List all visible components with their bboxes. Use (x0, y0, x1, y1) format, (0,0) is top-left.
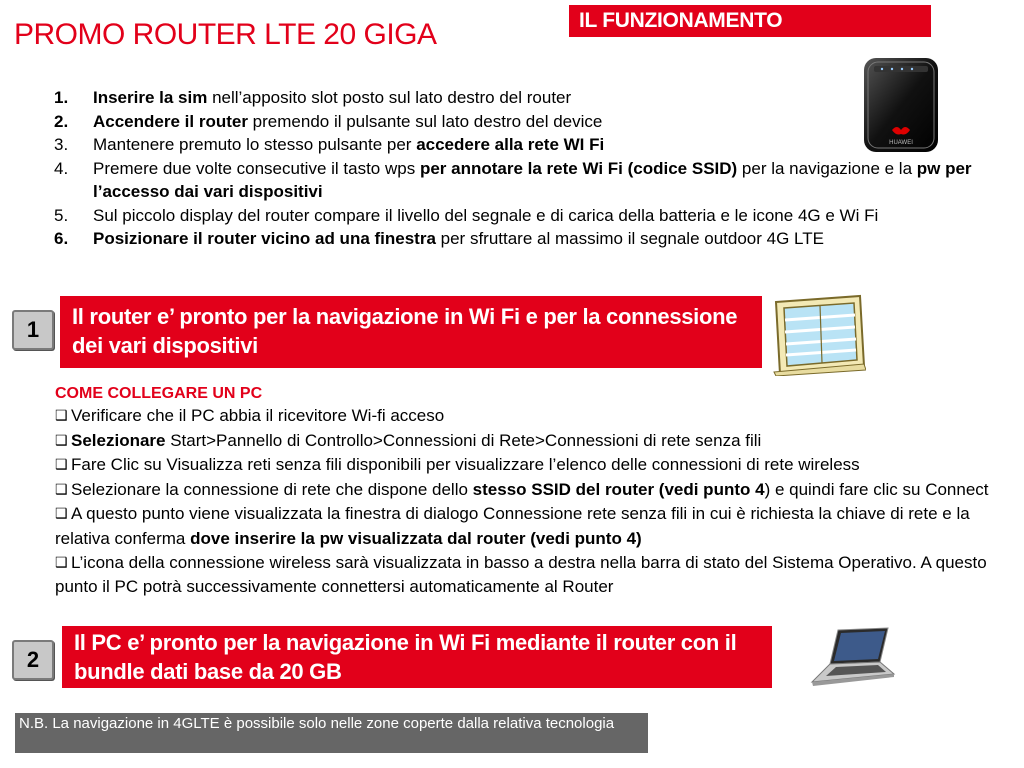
step-item (54, 110, 984, 134)
bold-text: Accendere il router (93, 111, 248, 131)
list-item (55, 404, 1024, 429)
step-item (54, 204, 984, 228)
step-item (54, 86, 984, 110)
step-number: 5. (54, 205, 69, 225)
router-ready-banner: Il router e’ pronto per la navigazione in Wi Fi e per la connessione dei vari dispositivi (60, 296, 762, 368)
bold-text: Posizionare il router vicino ad una finestra (93, 229, 436, 248)
bold-text: pw per l’accesso dai vari dispositivi (93, 158, 972, 201)
footnote: N.B. La navigazione in 4GLTE è possibile solo nelle zone coperte dalla relativa tecnologia (15, 713, 648, 753)
step-number: 3. (54, 135, 69, 154)
bold-text: accedere alla rete WI Fi (416, 135, 605, 154)
text-run: Fare Clic su Visualizza reti senza fili disponibili per visualizzare l’elenco delle connessioni di rete wireless (71, 455, 860, 475)
text-run: Sul piccolo display del router compare il livello del segnale e di carica della batteria e le icone 4G e Wi Fi (93, 205, 879, 225)
step-number: 1. (54, 88, 69, 107)
checkbox-bullet-icon: ❑ (55, 407, 68, 423)
list-item (55, 502, 1024, 550)
pc-instructions-list (55, 404, 1024, 599)
text-run: Selezionare la connessione di rete che dispone dello (71, 479, 473, 499)
pc-ready-banner: Il PC e’ pronto per la navigazione in Wi Fi mediante il router con il bundle dati base da 20 GB (62, 626, 772, 688)
list-item (55, 429, 1024, 454)
laptop-icon (800, 626, 896, 688)
text-run: Start>Pannello di Controllo>Connessioni di Rete>Connessioni di rete senza fili (165, 430, 762, 450)
text-run: Mantenere premuto lo stesso pulsante per (93, 135, 417, 154)
step-item (54, 227, 984, 251)
text-run: Premere due volte consecutive il tasto wps (93, 158, 420, 178)
list-item (55, 453, 1024, 478)
bold-text: per annotare la rete Wi Fi (codice SSID) (419, 158, 738, 178)
text-run: per sfruttare al massimo il segnale outdoor 4G LTE (435, 229, 824, 248)
checkbox-bullet-icon: ❑ (55, 505, 68, 522)
svg-text:HUAWEI: HUAWEI (889, 140, 913, 146)
checkbox-bullet-icon: ❑ (55, 456, 68, 473)
steps-list (54, 86, 984, 251)
text-run: Verificare che il PC abbia il ricevitore Wi-fi acceso (71, 406, 445, 425)
window-icon (770, 294, 866, 376)
step-number: 6. (54, 229, 69, 248)
step-number-badge-1: 1 (12, 310, 54, 350)
text-run: premendo il pulsante sul lato destro del device (247, 111, 603, 131)
step-item (54, 133, 984, 157)
bold-text: Inserire la sim (93, 88, 208, 107)
pc-connection-section (55, 384, 1024, 599)
step-number: 4. (54, 158, 69, 178)
list-item (55, 551, 1024, 599)
text-run: ) e quindi fare clic su Connect (764, 479, 989, 499)
step-number: 2. (54, 111, 69, 131)
checkbox-bullet-icon: ❑ (55, 553, 68, 570)
bold-text: dove inserire la pw visualizzata dal router (vedi punto 4) (190, 528, 642, 548)
pc-section-title: COME COLLEGARE UN PC (55, 385, 263, 402)
text-run: A questo punto viene visualizzata la finestra di dialogo Connessione rete senza fili in cui è richiesta la chiave di rete e la relativa conferma (55, 504, 970, 548)
text-run: nell’apposito slot posto sul lato destro del router (207, 88, 572, 107)
page-title: PROMO ROUTER LTE 20 GIGA (14, 18, 437, 51)
text-run: per la navigazione e la (737, 158, 917, 178)
bold-text: Selezionare (71, 430, 166, 450)
list-item (55, 478, 1024, 503)
text-run: L’icona della connessione wireless sarà visualizzata in basso a destra nella barra di stato del Sistema Operativo. A questo punto il PC potrà successivamente connettersi automaticamente al Router (55, 552, 987, 597)
checkbox-bullet-icon: ❑ (55, 431, 68, 448)
checkbox-bullet-icon: ❑ (55, 480, 68, 497)
step-number-badge-2: 2 (12, 640, 54, 680)
section-header: IL FUNZIONAMENTO (569, 5, 931, 37)
bold-text: stesso SSID del router (vedi punto 4 (472, 479, 765, 499)
step-item (54, 157, 984, 204)
